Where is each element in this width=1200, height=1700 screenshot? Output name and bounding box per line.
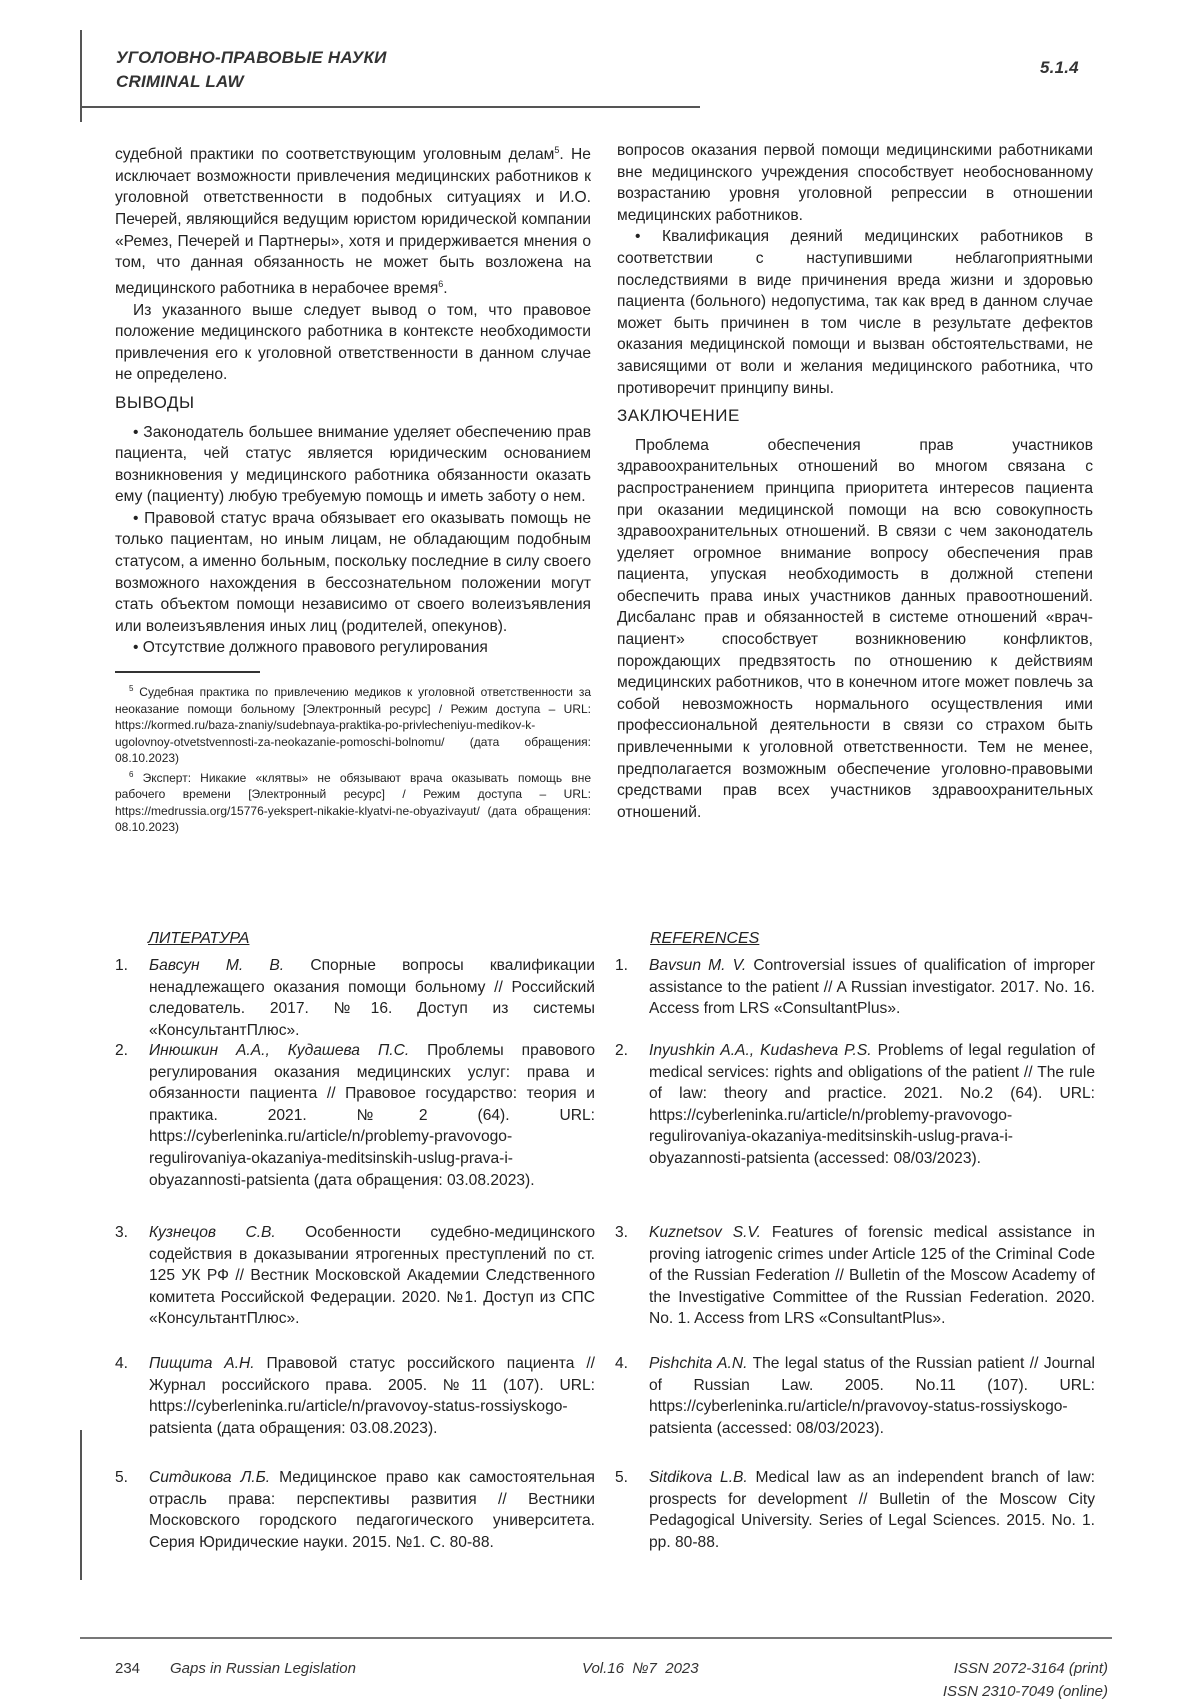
- reference-item: [615, 1467, 1095, 1553]
- reference-number: 1.: [615, 955, 649, 1020]
- bullet: • Правовой статус врача обязывает его оказывать помощь не только пациентам, но иным лицам, не обладающим подобным статусом, а именно больным, поскольку последние в силу своего возможного нахождения в бессознательном положении могут стать объектом помощи независимо от своего волеизъявления или волеизъявления иных лиц (родителей, опекунов).: [115, 508, 591, 638]
- reference-authors: Пищита А.Н.: [149, 1355, 255, 1372]
- references-ru-heading: ЛИТЕРАТУРА: [148, 930, 249, 948]
- page-number: 234: [115, 1660, 140, 1677]
- reference-text: Kuznetsov S.V. Features of forensic medical assistance in proving iatrogenic crimes under Article 125 of the Criminal Code of the Russian Federation // Bulletin of the Moscow Academy of the Investigative Committee of the Russian Federation. 2020. No. 1. Access from LRS «ConsultantPlus».: [649, 1222, 1095, 1330]
- right-column: [617, 140, 1093, 823]
- footnote-rule: [115, 671, 260, 673]
- reference-authors: Inyushkin A.A., Kudasheva P.S.: [649, 1042, 872, 1059]
- header-rule-horizontal: [80, 106, 700, 108]
- bullet: • Законодатель большее внимание уделяет обеспечению прав пациента, чей статус является юридическим основанием возникновения у медицинского работника обязанности оказать ему (пациенту) любую требуемую помощь и иметь заботу о нем.: [115, 422, 591, 508]
- reference-text: Sitdikova L.B. Medical law as an independent branch of law: prospects for development // Bulletin of the Moscow City Pedagogical University. Series of Legal Sciences. 2015. No. 1. pp. 80-88.: [649, 1467, 1095, 1553]
- reference-item: [615, 955, 1095, 1020]
- reference-item: [115, 1222, 595, 1330]
- bullet: • Квалификация деяний медицинских работников в соответствии с наступившими неблагоприятными последствиями в виде причинения вреда жизни и здоровью пациента (больного) недопустима, так как вред в данном случае может быть причинен в том числе в результате дефектов оказания медицинской помощи и вызван обстоятельствами, не зависящими от воли и желания медицинского работника, что противоречит принципу вины.: [617, 226, 1093, 399]
- footnote-6: 6 Эксперт: Никакие «клятвы» не обязывают врача оказывать помощь вне рабочего времени [Электронный ресурс] / Режим доступа – URL: https://medrussia.org/15776-yekspert-nikakie-klyatvi-ne-obyazivayut/ (дата обращения: 08.10.2023): [115, 767, 591, 836]
- heading-conclusion: ЗАКЛЮЧЕНИЕ: [617, 405, 1093, 427]
- reference-item: [115, 1467, 595, 1553]
- header-rule-vertical: [80, 30, 82, 122]
- footer-rule-vertical: [80, 1430, 82, 1580]
- reference-item: [115, 955, 595, 1041]
- reference-authors: Инюшкин А.А., Кудашева П.С.: [149, 1042, 409, 1059]
- reference-number: 2.: [115, 1040, 149, 1191]
- reference-authors: Bavsun M. V.: [649, 957, 746, 974]
- reference-text: Кузнецов С.В. Особенности судебно-медицинского содействия в доказывании ятрогенных преступлений по ст. 125 УК РФ // Вестник Московской Академии Следственного комитета Российской Федерации. 2020. №1. Доступ из СПС «КонсультантПлюс».: [149, 1222, 595, 1330]
- reference-number: 5.: [615, 1467, 649, 1553]
- bullet: • Отсутствие должного правового регулирования: [115, 637, 591, 659]
- reference-item: [615, 1040, 1095, 1170]
- reference-text: Бавсун М. В. Спорные вопросы квалификации ненадлежащего оказания помощи больному // Российский следователь. 2017. №16. Доступ из системы «КонсультантПлюс».: [149, 955, 595, 1041]
- reference-authors: Кузнецов С.В.: [149, 1224, 276, 1241]
- footer-rule: [80, 1637, 1112, 1639]
- reference-number: 4.: [115, 1353, 149, 1439]
- left-column: [115, 140, 591, 836]
- reference-authors: Kuznetsov S.V.: [649, 1224, 761, 1241]
- journal-name: Gaps in Russian Legislation: [170, 1660, 356, 1677]
- issn-print: ISSN 2072-3164 (print): [954, 1660, 1108, 1677]
- reference-number: 4.: [615, 1353, 649, 1439]
- section-code: 5.1.4: [1040, 58, 1079, 78]
- reference-number: 3.: [115, 1222, 149, 1330]
- references-en-heading: REFERENCES: [650, 930, 759, 948]
- reference-item: [115, 1040, 595, 1191]
- reference-authors: Ситдикова Л.Б.: [149, 1469, 270, 1486]
- reference-text: Bavsun M. V. Controversial issues of qualification of improper assistance to the patient // A Russian investigator. 2017. No. 16. Access from LRS «ConsultantPlus».: [649, 955, 1095, 1020]
- reference-number: 5.: [115, 1467, 149, 1553]
- issn-online: ISSN 2310-7049 (online): [943, 1683, 1108, 1700]
- paragraph: Из указанного выше следует вывод о том, что правовое положение медицинского работника в контексте необходимости привлечения его к уголовной ответственности в данном случае не определено.: [115, 300, 591, 386]
- section-title-en: CRIMINAL LAW: [116, 72, 244, 92]
- reference-number: 3.: [615, 1222, 649, 1330]
- reference-item: [615, 1353, 1095, 1439]
- reference-text: Пищита А.Н. Правовой статус российского пациента // Журнал российского права. 2005. №11 (107). URL: https://cyberleninka.ru/article/n/pravovoy-status-rossiyskogo-patsienta (дата обращения: 03.08.2023).: [149, 1353, 595, 1439]
- paragraph: судебной практики по соответствующим уголовным делам5. Не исключает возможности привлечения медицинских работников к уголовной ответственности в подобных ситуациях и И.О. Печерей, являющийся ведущим юристом юридической компании «Ремез, Печерей и Партнеры», хотя и придерживается мнения о том, что данная обязанность не может быть возложена на медицинского работника в нерабочее время6.: [115, 140, 591, 300]
- reference-item: [115, 1353, 595, 1439]
- footnote-5: 5 Судебная практика по привлечению медиков к уголовной ответственности за неоказание помощи больному [Электронный ресурс] / Режим доступа – URL: https://kormed.ru/baza-znaniy/sudebnaya-praktika-po-privlecheniyu-medikov-k-ugolovnoy-otvetstvennosti-za-neokazanie-pomoschi-bolnomu/ (дата обращения: 08.10.2023): [115, 681, 591, 767]
- reference-authors: Sitdikova L.B.: [649, 1469, 748, 1486]
- paragraph: Проблема обеспечения прав участников здравоохранительных отношений во многом связана с распространением принципа приоритета интересов пациента при оказании медицинской помощи на всю совокупность здравоохранительных отношений. В связи с чем законодатель уделяет огромное внимание вопросу обеспечения прав пациента, упуская необходимость в должной степени обеспечить права иных участников данных правоотношений. Дисбаланс прав и обязанностей в системе отношений «врач-пациент» способствует возникновению конфликтов, порождающих предвзятость по отношению к действиям медицинских работников, что в конечном итоге может повлечь за собой невозможность нормального осуществления ими профессиональной деятельности в связи со страхом быть привлеченными к уголовной ответственности. Тем не менее, предполагается возможным обеспечение уголовно-правовыми средствами прав всех участников здравоохранительных отношений.: [617, 435, 1093, 824]
- reference-text: Inyushkin A.A., Kudasheva P.S. Problems of legal regulation of medical services: rights and obligations of the patient // The rule of law: theory and practice. 2021. No.2 (64). URL: https://cyberleninka.ru/article/n/problemy-pravovogo-regulirovaniya-okazaniya-meditsinskih-uslug-prava-i-obyazannosti-patsienta (accessed: 08/03/2023).: [649, 1040, 1095, 1170]
- paragraph: вопросов оказания первой помощи медицинскими работниками вне медицинского учреждения способствует необоснованному возрастанию уровня уголовной репрессии в отношении медицинских работников.: [617, 140, 1093, 226]
- reference-item: [615, 1222, 1095, 1330]
- reference-authors: Pishchita A.N.: [649, 1355, 747, 1372]
- reference-authors: Бавсун М. В.: [149, 957, 284, 974]
- reference-text: Ситдикова Л.Б. Медицинское право как самостоятельная отрасль права: перспективы развития // Вестники Московского городского педагогического университета. Серия Юридические науки. 2015. №1. С. 80-88.: [149, 1467, 595, 1553]
- reference-text: Инюшкин А.А., Кудашева П.С. Проблемы правового регулирования оказания медицинских услуг: права и обязанности пациента // Правовое государство: теория и практика. 2021. №2 (64). URL: https://cyberleninka.ru/article/n/problemy-pravovogo-regulirovaniya-okazaniya-meditsinskih-uslug-prava-i-obyazannosti-patsienta (дата обращения: 03.08.2023).: [149, 1040, 595, 1191]
- reference-number: 1.: [115, 955, 149, 1041]
- issue: Vol.16 №7 2023: [582, 1660, 699, 1677]
- reference-number: 2.: [615, 1040, 649, 1170]
- section-title-ru: УГОЛОВНО-ПРАВОВЫЕ НАУКИ: [116, 48, 387, 68]
- reference-text: Pishchita A.N. The legal status of the Russian patient // Journal of Russian Law. 2005. No.11 (107). URL: https://cyberleninka.ru/article/n/pravovoy-status-rossiyskogo-patsienta (accessed: 08/03/2023).: [649, 1353, 1095, 1439]
- heading-conclusions: ВЫВОДЫ: [115, 392, 591, 414]
